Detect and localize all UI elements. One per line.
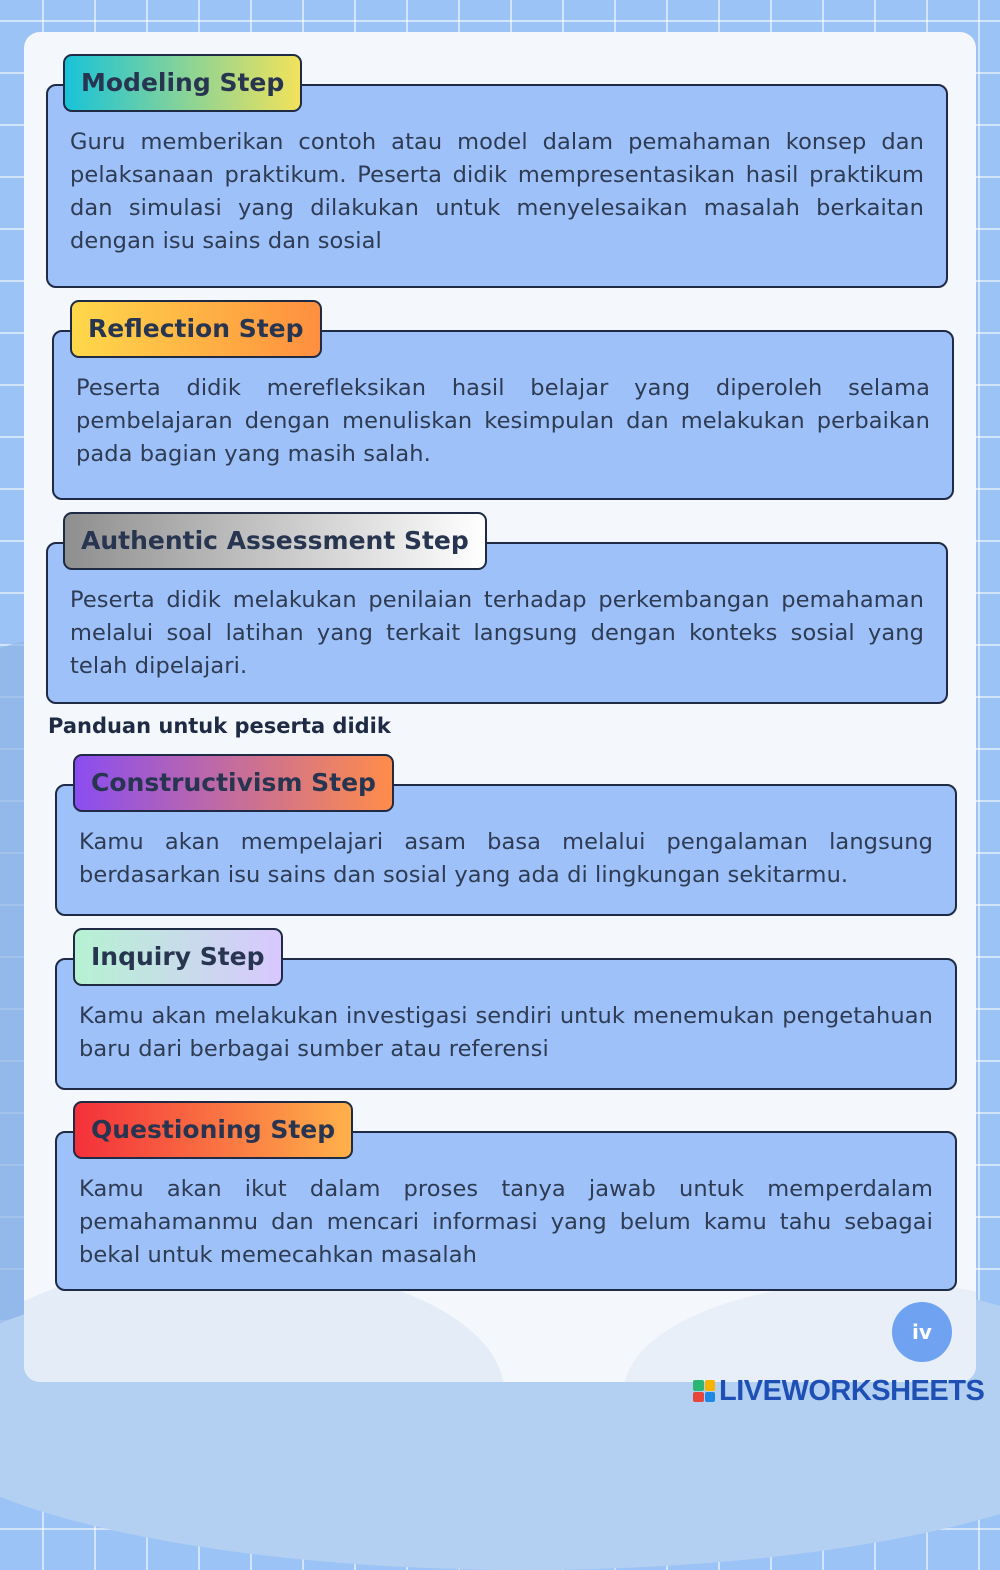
reflection-step-text: Peserta didik merefleksikan hasil belajar yang diperoleh selama pembelajaran dengan menuliskan kesimpulan dan melakukan perbaikan pada bagian yang masih salah. [76, 375, 930, 467]
questioning-step-label: Questioning Step [73, 1101, 353, 1159]
authentic-assessment-step-text: Peserta didik melakukan penilaian terhadap perkembangan pemahaman melalui soal latihan yang terkait langsung dengan konteks sosial yang telah dipelajari. [70, 587, 924, 679]
modeling-step-label: Modeling Step [63, 54, 302, 112]
student-guide-heading: Panduan untuk peserta didik [48, 714, 391, 738]
inquiry-step-label: Inquiry Step [73, 928, 283, 986]
inquiry-step-text: Kamu akan melakukan investigasi sendiri untuk menemukan pengetahuan baru dari berbagai sumber atau referensi [79, 1003, 933, 1062]
liveworksheets-wordmark: LIVEWORKSHEETS [719, 1374, 985, 1407]
constructivism-step-text: Kamu akan mempelajari asam basa melalui pengalaman langsung berdasarkan isu sains dan sosial yang ada di lingkungan sekitarmu. [79, 829, 933, 888]
liveworksheets-logo-icon [693, 1380, 715, 1402]
constructivism-step-label: Constructivism Step [73, 754, 394, 812]
questioning-step-text: Kamu akan ikut dalam proses tanya jawab untuk memperdalam pemahamanmu dan mencari informasi yang belum kamu tahu sebagai bekal untuk memecahkan masalah [79, 1176, 933, 1268]
modeling-step-text: Guru memberikan contoh atau model dalam pemahaman konsep dan pelaksanaan praktikum. Peserta didik mempresentasikan hasil praktikum dan simulasi yang dilakukan untuk menyelesaikan masalah berkaitan dengan isu sains dan sosial [70, 129, 924, 254]
authentic-assessment-step-label: Authentic Assessment Step [63, 512, 487, 570]
reflection-step-label: Reflection Step [70, 300, 322, 358]
modeling-step-card [46, 84, 948, 288]
page-number-badge: iv [892, 1302, 952, 1362]
liveworksheets-brand[interactable] [693, 1376, 984, 1406]
